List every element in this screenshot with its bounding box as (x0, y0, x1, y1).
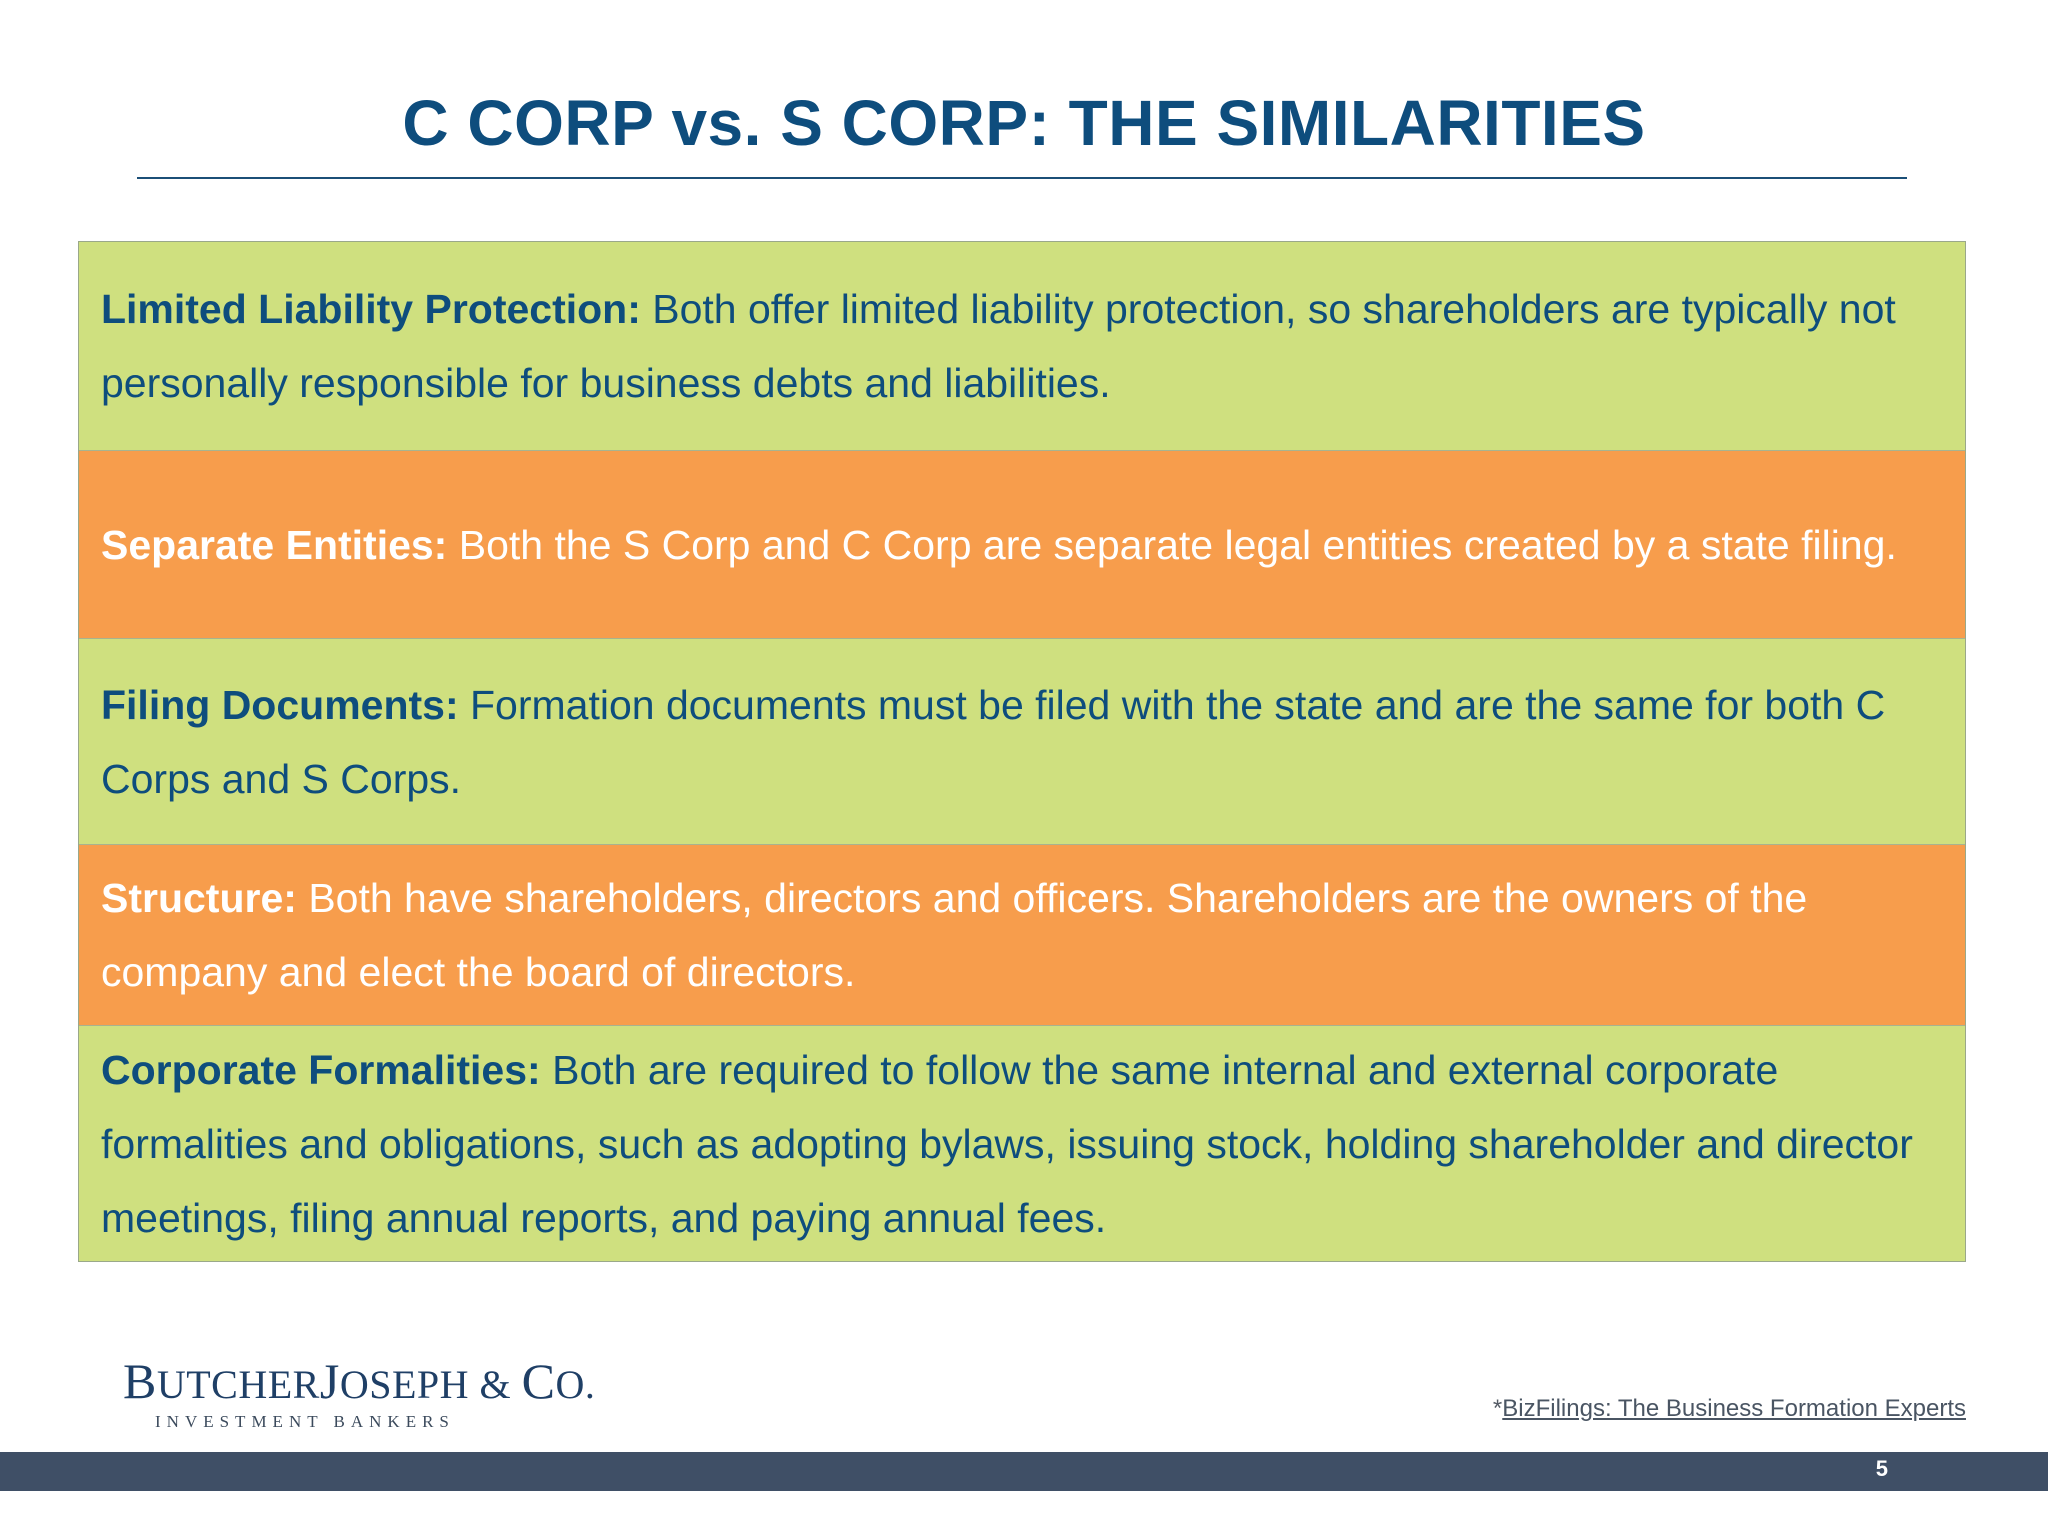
row-text: Formation documents must be filed with the state and are the same for both C Corps and S Corps. (101, 681, 1886, 802)
row-text: Both are required to follow the same internal and external corporate formalities and obligations, such as adopting bylaws, issuing stock, holding shareholder and director meetings, filing annual reports, and paying annual fees. (101, 1046, 1913, 1241)
row-term: Filing Documents: (101, 681, 459, 728)
footer-bar (0, 1452, 2048, 1491)
source-link[interactable]: BizFilings: The Business Formation Experts (1502, 1395, 1966, 1422)
similarities-table (78, 241, 1966, 1262)
logo-tagline: INVESTMENT BANKERS (155, 1412, 455, 1431)
row-structure (79, 845, 1965, 1026)
row-separate-entities (79, 451, 1965, 639)
row-text: Both have shareholders, directors and officers. Shareholders are the owners of the company and elect the board of directors. (101, 875, 1808, 995)
row-term: Structure: (101, 875, 297, 921)
logo-wordmark: BUTCHERJOSEPH & CO. (123, 1353, 596, 1409)
row-corporate-formalities (79, 1026, 1965, 1261)
row-text: Both offer limited liability protection, so shareholders are typically not personally responsible for business debts and liabilities. (101, 286, 1896, 406)
slide-title: C CORP vs. S CORP: THE SIMILARITIES (402, 87, 1646, 159)
row-filing-documents (79, 639, 1965, 845)
row-term: Corporate Formalities: (101, 1046, 541, 1093)
company-logo (123, 1352, 596, 1432)
row-term: Limited Liability Protection: (101, 286, 641, 332)
row-text: Both the S Corp and C Corp are separate legal entities created by a state filing. (447, 521, 1897, 568)
row-limited-liability (79, 242, 1965, 451)
row-term: Separate Entities: (101, 521, 448, 568)
source-citation: *BizFilings: The Business Formation Experts (1492, 1395, 1966, 1422)
page-number: 5 (1875, 1456, 1888, 1481)
title-divider (137, 177, 1907, 179)
